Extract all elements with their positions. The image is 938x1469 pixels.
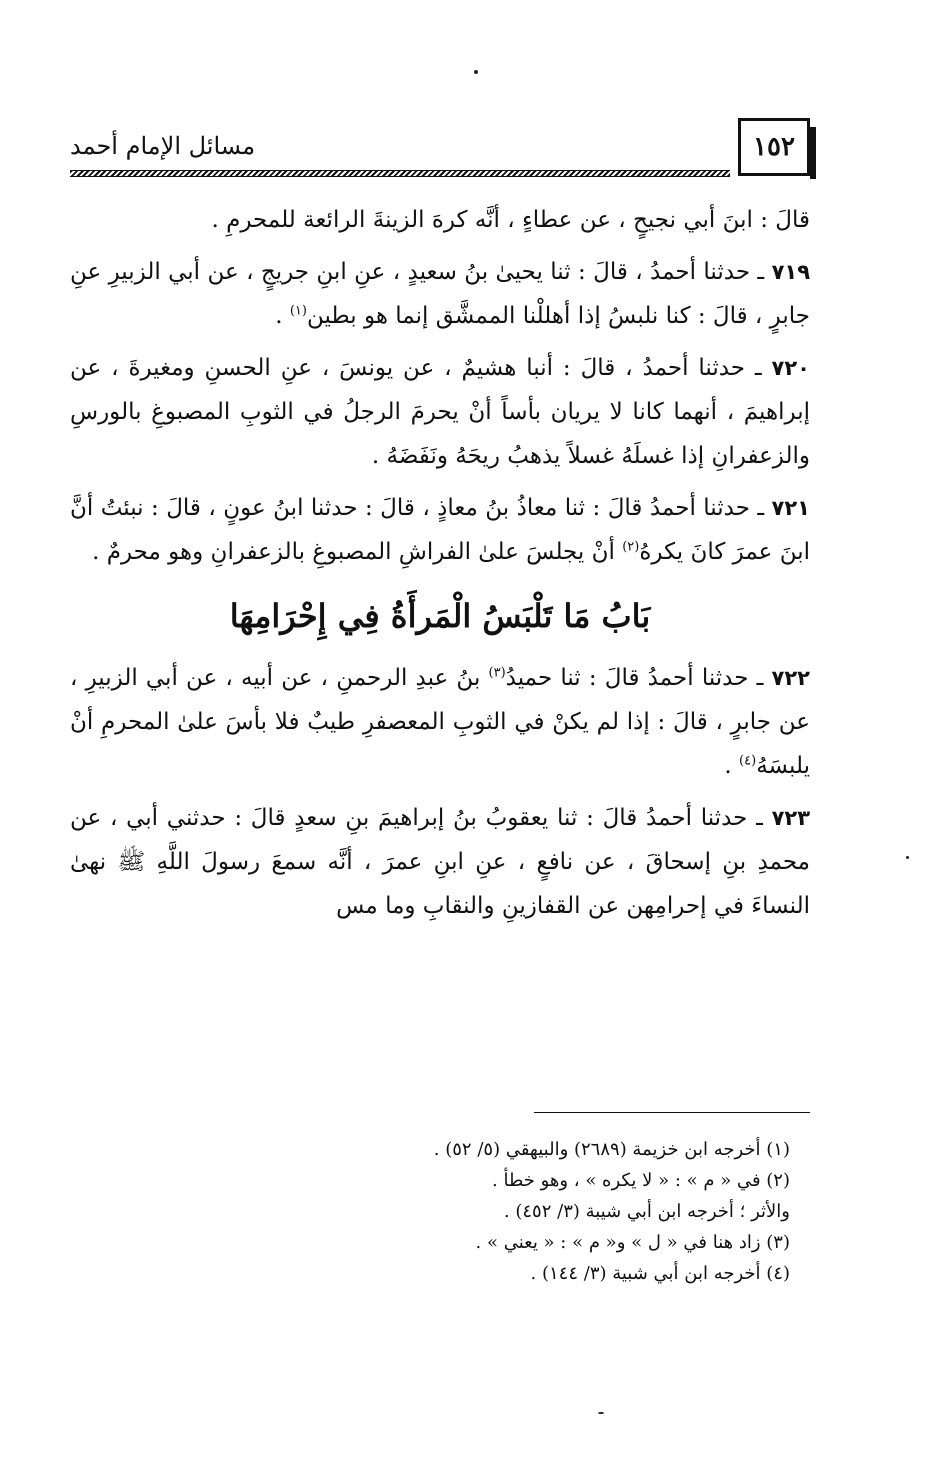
footnotes — [200, 1134, 790, 1289]
paragraph-text: ـ حدثنا أحمدُ ، قالَ : أنبا هشيمٌ ، عن يونسَ ، عنِ الحسنِ ومغيرةَ ، عن إبراهيمَ ، أنهما كانا لا يريان بأساً أنْ يحرمَ الرجلُ في الثوبِ المصبوغِ بالورسِ والزعفرانِ إذا غسلَهُ غسلاً يذهبُ ريحَهُ ونَفَضَهُ . — [70, 355, 810, 469]
footnote-ref: (٣) — [488, 665, 506, 681]
paragraph-723 — [70, 796, 810, 928]
paragraph-text: قالَ : ابنَ أبي نجيحٍ ، عن عطاءٍ ، أنَّه كرهَ الزينةَ الرائعة للمحرمِ . — [211, 207, 810, 233]
speck-bottom — [598, 1412, 604, 1414]
paragraph-text: ـ حدثنا أحمدُ قالَ : ثنا معاذُ بنُ معاذٍ ، قالَ : حدثنا ابنُ عونٍ ، قالَ : نبئتُ أنَّ ابنَ عمرَ كانَ يكرهُ — [70, 495, 810, 565]
paragraph-719 — [70, 250, 810, 338]
paragraph-number: ٧٢١ — [771, 496, 810, 520]
chapter-heading: بَابُ مَا تَلْبَسُ الْمَرأَةُ فِي إِحْرَامِهَا — [229, 597, 651, 635]
speck-right — [906, 856, 909, 859]
footnote: (٤) أخرجه ابن أبي شبية (٣/ ١٤٤) . — [530, 1263, 790, 1284]
paragraph-number: ٧٢٠ — [771, 356, 810, 380]
speck-top — [474, 70, 478, 74]
paragraph-number: ٧٢٢ — [771, 666, 810, 690]
footnote-rule — [534, 1112, 810, 1113]
paragraph-tail: بنُ عبدِ الرحمنِ ، عن أبيه ، عن أبي الزبيرِ ، عن جابرٍ ، قالَ : إذا لم يكنْ في الثوبِ المعصفرِ طيبٌ فلا بأسَ علىٰ المحرمِ أنْ يلبسَهُ — [70, 665, 810, 779]
paragraph-721 — [70, 486, 810, 574]
paragraph-text: ـ حدثنا أحمدُ قالَ : ثنا حميدُ — [505, 665, 764, 691]
footnote-ref: (١) — [289, 303, 307, 319]
paragraph-text: ـ حدثنا أحمدُ قالَ : ثنا يعقوبُ بنُ إبراهيمَ بنِ سعدٍ قالَ : حدثني أبي ، عن محمدِ بنِ إسحاقَ ، عن نافعٍ ، عنِ ابنِ عمرَ ، أنَّه سمعَ رسولَ اللَّهِ ﷺ نهىٰ النساءَ في إحرامِهن عن القفازينِ والنقابِ وما مس — [70, 805, 810, 919]
paragraph-tail: أنْ يجلسَ علىٰ الفراشِ المصبوغِ بالزعفرانِ وهو محرمٌ . — [92, 539, 623, 565]
footnote-ref: (٢) — [622, 539, 640, 555]
paragraph-720 — [70, 346, 810, 478]
paragraph-tail: . — [724, 753, 740, 779]
main-text — [70, 198, 810, 936]
paragraph-text: ـ حدثنا أحمدُ ، قالَ : ثنا يحيىٰ بنُ سعيدٍ ، عنِ ابنِ جريجٍ ، عن أبي الزبيرِ عنِ جابرٍ ، قالَ : كنا نلبسُ إذا أهللْنا الممشَّق إنما هو بطين — [70, 259, 810, 329]
paragraph-tail: . — [275, 303, 290, 329]
footnote: (٢) في « م » : « لا يكره » ، وهو خطأ . — [492, 1170, 790, 1191]
paragraph-722 — [70, 656, 810, 788]
footnote-ref: (٤) — [739, 753, 757, 769]
header-rule — [70, 170, 730, 177]
footnote: (٣) زاد هنا في « ل » و« م » : « يعني » . — [475, 1232, 790, 1253]
footnote: والأثر ؛ أخرجه ابن أبي شيبة (٣/ ٤٥٢) . — [503, 1201, 790, 1222]
paragraph-number: ٧٢٣ — [771, 806, 811, 830]
footnote: (١) أخرجه ابن خزيمة (٢٦٨٩) والبيهقي (٥/ ٥٢) . — [433, 1139, 790, 1160]
paragraph-number: ٧١٩ — [771, 260, 811, 284]
paragraph — [70, 198, 810, 242]
running-title: مسائل الإمام أحمد — [70, 132, 256, 160]
page-header — [70, 118, 818, 182]
page-number: ١٥٢ — [738, 118, 810, 176]
